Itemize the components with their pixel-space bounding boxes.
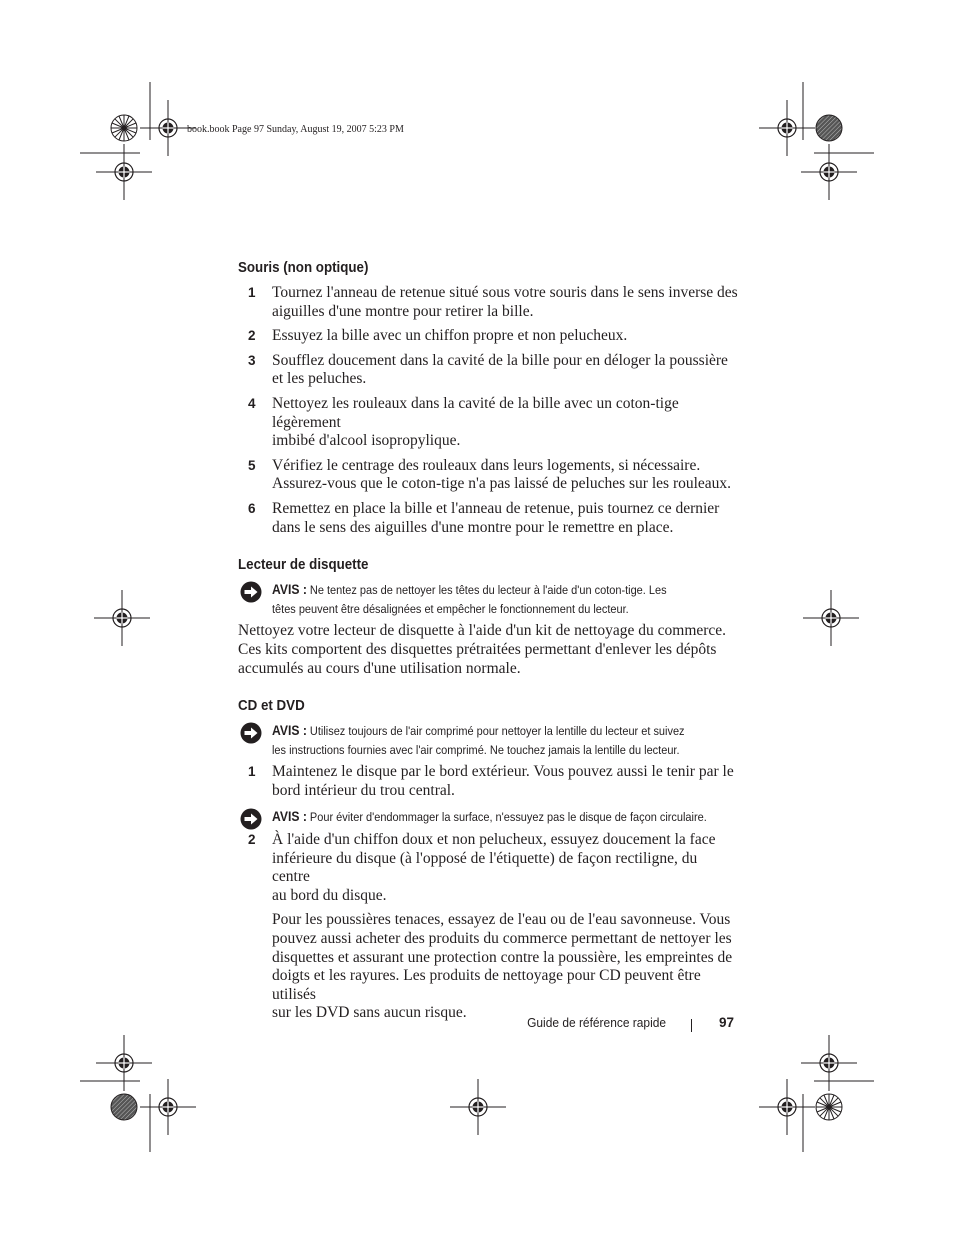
print-slug: book.book Page 97 Sunday, August 19, 2007 5:23 PM (187, 124, 404, 135)
registration-mark-icon (801, 144, 857, 200)
registration-mark-icon (759, 100, 815, 156)
gray-target-icon (111, 1094, 137, 1120)
list-item: 1 Maintenez le disque par le bord extérieur. Vous pouvez aussi le tenir par le bord intérieur du trou central. (248, 763, 734, 799)
footer-separator (691, 1019, 692, 1032)
page-number: 97 (718, 1015, 734, 1030)
notice: AVIS : Pour éviter d'endommager la surface, n'essuyez pas le disque de façon circulaire. (238, 808, 738, 827)
step-number: 4 (248, 395, 256, 411)
registration-mark-icon (450, 1079, 506, 1135)
paragraph: Nettoyez votre lecteur de disquette à l'aide d'un kit de nettoyage du commerce. Ces kits comportent des disquettes prétraitées permettant d'enlever les dépôts accumulés au cours d'une utilisation normale. (238, 622, 727, 677)
registration-mark-icon (140, 1079, 196, 1135)
step-number: 2 (248, 328, 256, 344)
list-item: 1 Tournez l'anneau de retenue situé sous votre souris dans le sens inverse des aiguilles d'une montre pour retirer la bille. (248, 284, 738, 320)
list-item: 6 Remettez en place la bille et l'anneau de retenue, puis tournez ce dernier dans le sens des aiguilles d'une montre pour le remettre en place. (248, 499, 720, 536)
notice: AVIS : Utilisez toujours de l'air comprimé pour nettoyer la lentille du lecteur et suivez les instructions fournies avec l'air comprimé. Ne touchez jamais la lentille du lecteur. (238, 722, 738, 759)
gray-target-icon (816, 115, 842, 141)
list-item: 2 À l'aide d'un chiffon doux et non pelucheux, essuyez doucement la face inférieure du disque (à l'opposé de l'étiquette) de façon rectiligne, du centre au bord du disque. (248, 831, 716, 904)
list-item: 4 Nettoyez les rouleaux dans la cavité de la bille avec un coton-tige légèrement imbibé d'alcool isopropylique. (248, 394, 679, 450)
registration-mark-icon (801, 1035, 857, 1091)
registration-mark-icon (759, 1079, 815, 1135)
list-item: 2 Essuyez la bille avec un chiffon propre et non pelucheux. (248, 327, 628, 345)
notice-arrow-icon (240, 581, 262, 603)
registration-mark-icon (94, 590, 150, 646)
notice: AVIS : Ne tentez pas de nettoyer les têtes du lecteur à l'aide d'un coton-tige. Les têtes peuvent être désalignées et empêcher le fonctionnement du lecteur. (238, 581, 738, 618)
step-number: 1 (248, 764, 256, 780)
step-number: 6 (248, 500, 256, 516)
section-heading-floppy: Lecteur de disquette (238, 557, 369, 574)
step-number: 5 (248, 457, 256, 473)
step-number: 1 (248, 285, 256, 300)
page-content (238, 258, 738, 1023)
list-item: 5 Vérifiez le centrage des rouleaux dans leurs logements, si nécessaire. Assurez-vous que le coton-tige n'a pas laissé de peluches sur les rouleaux. (248, 456, 732, 493)
registration-mark-icon (96, 144, 152, 200)
star-target-icon (816, 1094, 842, 1120)
section-heading-cd: CD et DVD (238, 698, 305, 715)
registration-mark-icon (96, 1035, 152, 1091)
notice-arrow-icon (240, 722, 262, 744)
notice-arrow-icon (240, 808, 262, 830)
paragraph: Pour les poussières tenaces, essayez de l'eau ou de l'eau savonneuse. Vous pouvez aussi acheter des produits du commerce permettant de nettoyer les disquettes et assurant une protection contre la poussière, les empreintes de doigts et les rayures. Les produits de nettoyage pour CD peuvent être utilisés sur les DVD sans aucun risque. (272, 911, 733, 1022)
step-number: 3 (248, 352, 256, 368)
registration-mark-icon (803, 590, 859, 646)
star-target-icon (111, 115, 137, 141)
footer-title: Guide de référence rapide (527, 1015, 666, 1030)
list-item: 3 Soufflez doucement dans la cavité de la bille pour en déloger la poussière et les peluches. (248, 351, 728, 388)
step-number: 2 (248, 832, 256, 848)
section-heading-mouse: Souris (non optique) (238, 260, 369, 276)
page-footer (460, 1015, 736, 1035)
